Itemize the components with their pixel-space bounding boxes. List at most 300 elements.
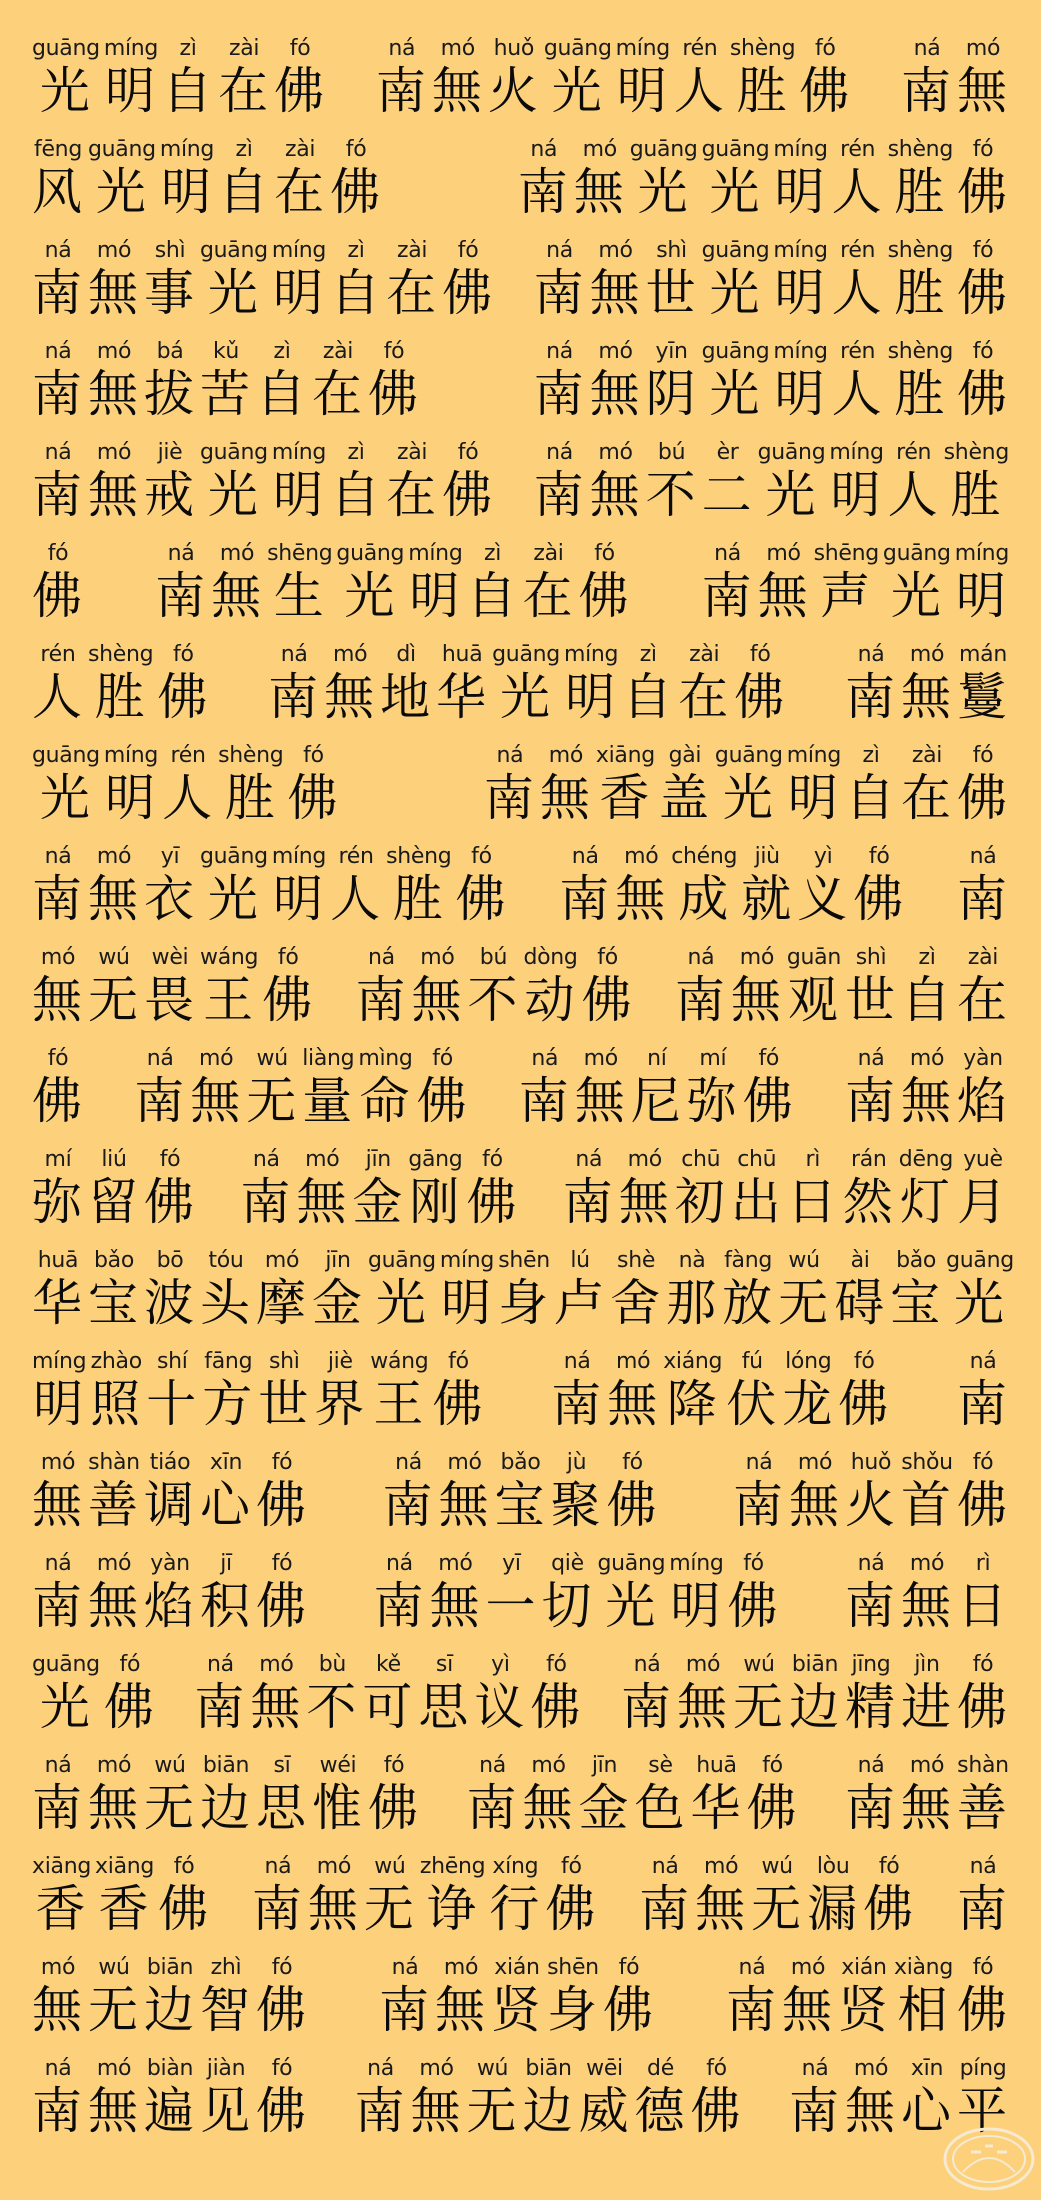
character-with-pinyin [104,1651,156,1735]
character-with-pinyin [741,843,793,927]
character-with-pinyin [888,136,953,220]
phrase-chunk [30,35,328,119]
hanzi-character: 佛 [103,1678,156,1736]
character-with-pinyin [467,2055,519,2139]
phrase-chunk [30,136,384,220]
pinyin-text: mó [766,541,801,566]
hanzi-character: 成 [678,870,731,928]
pinyin-text: wú [374,1854,406,1879]
hanzi-character: 南 [32,1577,84,1635]
character-with-pinyin [669,1550,723,1634]
hanzi-character: 二 [701,466,754,524]
character-with-pinyin [312,338,364,422]
hanzi-character: 边 [200,1779,252,1837]
hanzi-character: 王 [373,1375,426,1433]
hanzi-character: 無 [88,365,140,423]
character-with-pinyin [330,237,382,321]
phrase-chunk [374,35,853,119]
hanzi-character: 光 [375,1274,428,1332]
character-with-pinyin [32,641,84,725]
character-with-pinyin [157,641,209,725]
hanzi-character: 地 [380,668,433,726]
pinyin-text: dēng [898,1147,953,1172]
pinyin-text: míng [271,844,327,869]
character-with-pinyin [146,1348,198,1432]
hanzi-character: 無 [438,1476,491,1534]
character-with-pinyin [590,439,642,523]
pinyin-text: yì [491,1652,510,1677]
phrase-chunk [532,338,1011,422]
pinyin-text: shì [855,945,887,970]
hanzi-character: 可 [362,1678,415,1736]
pinyin-text: fó [594,541,615,566]
pinyin-text: fó [383,339,405,364]
character-with-pinyin [383,1449,435,1533]
hanzi-character: 拔 [144,365,196,423]
hanzi-character: 见 [200,2082,252,2140]
pinyin-text: fó [597,945,618,970]
phrase-chunk [266,641,788,725]
phrase-chunk [30,1348,486,1432]
character-with-pinyin [484,742,536,826]
phrase-chunk [30,540,86,624]
character-with-pinyin [957,1853,1009,1937]
character-with-pinyin [194,1651,246,1735]
hanzi-character: 火 [487,62,540,120]
character-with-pinyin [256,1449,308,1533]
hanzi-character: 风 [32,163,84,221]
pinyin-text: chéng [671,844,738,869]
hanzi-character: 胜 [894,163,947,221]
hanzi-character: 南 [32,1779,84,1837]
character-with-pinyin [88,1247,140,1331]
phrase-chunk [30,2055,310,2139]
pinyin-text: biān [146,1955,194,1980]
hanzi-character: 惟 [312,1779,364,1837]
pinyin-text: fó [383,1753,405,1778]
character-with-pinyin [894,1954,953,2038]
character-with-pinyin [534,439,586,523]
pinyin-text: ná [913,36,941,61]
hanzi-character: 南 [373,1577,426,1635]
pinyin-text: fó [271,1551,293,1576]
character-with-pinyin [957,944,1009,1028]
pinyin-text: ná [546,339,573,364]
character-with-pinyin [845,944,897,1028]
hanzi-character: 人 [831,365,884,423]
pinyin-text: gāng [408,1147,463,1172]
hanzi-character: 光 [39,1678,92,1736]
pinyin-text: kǔ [212,339,240,364]
character-with-pinyin [200,2055,252,2139]
pinyin-text: ná [496,743,524,768]
character-with-pinyin [88,1752,140,1836]
pinyin-text: bǎo [896,1248,937,1273]
hanzi-character: 無 [677,1678,729,1736]
character-with-pinyin [256,1550,308,1634]
phrase-chunk [30,1853,212,1937]
character-with-pinyin [104,35,158,119]
hanzi-character: 南 [845,668,897,726]
character-with-pinyin [551,1449,603,1533]
hanzi-character: 弥 [686,1072,739,1130]
pinyin-text: ná [368,945,395,970]
hanzi-character: 南 [533,466,586,524]
pinyin-text: wú [476,2056,509,2081]
phrase-chunk [30,1651,158,1735]
hanzi-character: 南 [354,2082,407,2140]
hanzi-character: 焰 [144,1577,196,1635]
character-with-pinyin [545,1853,597,1937]
character-with-pinyin [373,1550,425,1634]
pinyin-text: wú [154,1753,186,1778]
character-with-pinyin [747,1752,799,1836]
character-with-pinyin [200,843,268,927]
pinyin-text: huā [37,1248,79,1273]
character-with-pinyin [731,1146,783,1230]
hanzi-character: 胜 [894,264,947,322]
pinyin-text: rén [338,844,374,869]
hanzi-character: 無 [411,971,464,1029]
pinyin-text: mó [548,743,584,768]
hanzi-character: 無 [589,365,642,423]
hanzi-character: 善 [957,1779,1009,1837]
character-with-pinyin [32,1247,84,1331]
hanzi-character: 南 [551,1375,604,1433]
character-with-pinyin [32,944,84,1028]
pinyin-text: shèng [887,137,953,162]
pinyin-text: mó [909,1753,945,1778]
character-with-pinyin [442,439,494,523]
character-with-pinyin [671,843,737,927]
pinyin-text: fó [972,339,994,364]
character-with-pinyin [442,237,494,321]
hanzi-character: 佛 [957,264,1009,322]
pinyin-text: fó [271,2056,293,2081]
hanzi-character: 无 [466,2082,519,2140]
character-with-pinyin [789,1651,841,1735]
hanzi-character: 衣 [144,870,196,928]
pinyin-text: fàng [724,1248,773,1273]
character-with-pinyin [616,35,670,119]
character-with-pinyin [158,1853,210,1937]
hanzi-character: 佛 [368,365,420,423]
phrase-chunk [843,641,1011,725]
text-line [0,1937,1041,2038]
pinyin-text: zài [284,137,316,162]
character-with-pinyin [579,540,631,624]
character-with-pinyin [731,944,783,1028]
pinyin-text: fó [618,1955,640,1980]
hanzi-character: 無 [88,1779,140,1837]
pinyin-text: chū [681,1147,721,1172]
pinyin-text: yàn [150,1551,190,1576]
character-with-pinyin [200,1247,252,1331]
character-with-pinyin [95,1853,154,1937]
hanzi-character: 南 [639,1880,692,1938]
hanzi-character: 光 [890,567,943,625]
hanzi-character: 佛 [863,1880,916,1938]
pinyin-text: yì [813,844,833,869]
hanzi-character: 明 [440,1274,493,1332]
pinyin-text: wú [256,1046,288,1071]
hanzi-character: 人 [831,264,884,322]
hanzi-character: 佛 [158,1880,211,1938]
hanzi-character: 切 [541,1577,594,1635]
character-with-pinyin [523,540,575,624]
character-with-pinyin [722,1247,774,1331]
character-with-pinyin [88,944,140,1028]
hanzi-character: 自 [330,466,383,524]
character-with-pinyin [540,742,592,826]
hanzi-character: 在 [312,365,364,423]
character-with-pinyin [845,2055,897,2139]
hanzi-character: 佛 [32,567,84,625]
pinyin-text: fó [972,1450,994,1475]
phrase-chunk [700,540,1011,624]
character-with-pinyin [901,1449,953,1533]
pinyin-text: jīn [591,1753,618,1778]
pinyin-text: zài [322,339,354,364]
text-line [0,1129,1041,1230]
character-with-pinyin [324,641,376,725]
character-with-pinyin [957,237,1009,321]
hanzi-character: 佛 [256,1577,308,1635]
hanzi-character: 佛 [957,1981,1009,2039]
character-with-pinyin [330,136,382,220]
pinyin-text: shèng [386,844,452,869]
hanzi-character: 照 [90,1375,143,1433]
pinyin-text: míng [669,1551,724,1576]
pinyin-text: xián [841,1955,887,1980]
character-with-pinyin [386,439,438,523]
hanzi-character: 遍 [144,2082,196,2140]
pinyin-text: zì [273,339,291,364]
phrase-chunk [557,843,907,927]
character-with-pinyin [702,540,754,624]
character-with-pinyin [758,540,810,624]
pinyin-text: wú [788,1248,820,1273]
pinyin-text: zài [911,743,943,768]
pinyin-text: fó [972,1652,994,1677]
phrase-chunk [731,1449,1011,1533]
pinyin-text: yīn [655,339,688,364]
text-line [0,119,1041,220]
pinyin-text: guāng [32,36,100,61]
hanzi-character: 无 [751,1880,804,1938]
pinyin-text: zài [967,945,999,970]
hanzi-character: 無 [574,1072,627,1130]
character-with-pinyin [845,1449,897,1533]
character-with-pinyin [200,1449,252,1533]
pinyin-text: guāng [88,137,156,162]
phrase-chunk [371,1550,781,1634]
pinyin-text: biān [525,2056,572,2081]
hanzi-character: 放 [722,1274,775,1332]
pinyin-text: xiàng [893,1955,953,1980]
hanzi-character: 人 [162,769,215,827]
hanzi-character: 义 [797,870,850,928]
hanzi-character: 宝 [890,1274,943,1332]
hanzi-character: 初 [674,1173,727,1231]
pinyin-text: mó [965,36,1001,61]
pinyin-text: ná [264,1854,292,1879]
character-with-pinyin [32,1853,91,1937]
pinyin-text: fó [448,1349,469,1374]
pinyin-text: mó [40,945,76,970]
pinyin-text: rén [40,642,76,667]
hanzi-character: 南 [466,1779,519,1837]
character-with-pinyin [90,1348,142,1432]
pinyin-text: zì [918,945,936,970]
character-with-pinyin [240,1146,292,1230]
character-with-pinyin [417,1045,469,1129]
character-with-pinyin [814,540,879,624]
pinyin-text: shèng [943,440,1009,465]
character-with-pinyin [675,1146,727,1230]
pinyin-text: huǒ [850,1450,892,1475]
pinyin-text: fó [749,642,771,667]
pinyin-text: ài [850,1248,870,1273]
character-with-pinyin [901,742,953,826]
pinyin-text: zài [689,642,720,667]
pinyin-text: xíng [492,1854,539,1879]
character-with-pinyin [677,1651,729,1735]
hanzi-character: 光 [709,365,762,423]
pinyin-text: mó [583,1046,618,1071]
character-with-pinyin [807,1853,859,1937]
character-with-pinyin [495,1449,547,1533]
pinyin-text: mó [909,1551,945,1576]
character-with-pinyin [330,843,382,927]
phrase-chunk [899,35,1011,119]
pinyin-text: fó [277,945,299,970]
character-with-pinyin [547,1954,599,2038]
hanzi-character: 明 [616,62,669,120]
pinyin-text: lú [570,1248,590,1273]
pinyin-text: ná [395,1450,422,1475]
character-with-pinyin [582,944,634,1028]
character-with-pinyin [730,35,795,119]
hanzi-character: 佛 [416,1072,469,1130]
pinyin-text: mó [305,1147,340,1172]
pinyin-text: sè [648,1753,673,1778]
character-with-pinyin [659,742,711,826]
pinyin-text: fó [482,1147,503,1172]
hanzi-character: 无 [246,1072,299,1130]
pinyin-text: mó [704,1854,739,1879]
pinyin-text: míng [408,541,463,566]
pinyin-text: ná [44,2056,72,2081]
character-with-pinyin [607,1449,659,1533]
hanzi-character: 無 [607,1375,660,1433]
pinyin-text: fó [289,36,311,61]
hanzi-character: 佛 [274,62,327,120]
hanzi-character: 佛 [746,1779,799,1837]
pinyin-text: yī [160,844,180,869]
character-with-pinyin [144,1752,196,1836]
character-with-pinyin [843,1146,895,1230]
character-with-pinyin [957,1045,1009,1129]
hanzi-character: 头 [200,1274,252,1332]
hanzi-character: 南 [621,1678,673,1736]
character-with-pinyin [272,843,326,927]
hanzi-character: 佛 [742,1072,795,1130]
pinyin-text: míng [103,743,159,768]
hanzi-character: 胜 [950,466,1003,524]
pinyin-text: fó [471,844,492,869]
character-with-pinyin [252,1853,304,1937]
pinyin-text: wú [98,1955,130,1980]
pinyin-text: ná [206,1652,234,1677]
hanzi-character: 金 [312,1274,364,1332]
hanzi-character: 南 [956,870,1009,928]
pinyin-text: jīng [851,1652,891,1677]
text-line [0,1634,1041,1735]
pinyin-text: guāng [32,1652,100,1677]
hanzi-character: 明 [33,1375,86,1433]
pinyin-text: fó [432,1046,453,1071]
character-with-pinyin [901,1045,953,1129]
pinyin-text: ná [801,2056,829,2081]
pinyin-text: gài [668,743,702,768]
text-line [0,2038,1041,2139]
pinyin-text: yàn [963,1046,1003,1071]
hanzi-character: 無 [615,870,668,928]
character-with-pinyin [541,1550,593,1634]
hanzi-character: 無 [589,466,642,524]
pinyin-text: mó [419,2056,454,2081]
hanzi-character: 南 [240,1173,293,1231]
pinyin-text: fó [762,1753,783,1778]
character-with-pinyin [467,1752,519,1836]
hanzi-character: 無 [296,1173,349,1231]
hanzi-character: 界 [314,1375,367,1433]
character-with-pinyin [957,136,1009,220]
character-with-pinyin [579,2055,631,2139]
character-with-pinyin [262,944,314,1028]
pinyin-text: zài [533,541,564,566]
hanzi-character: 事 [144,264,196,322]
hanzi-character: 火 [845,1476,897,1534]
hanzi-character: 無 [324,668,377,726]
pinyin-text: mó [797,1450,833,1475]
pinyin-text: shēng [267,541,333,566]
pinyin-text: mó [96,1753,132,1778]
character-with-pinyin [901,1752,953,1836]
pinyin-text: míng [103,36,159,61]
pinyin-text: ná [44,1753,72,1778]
character-with-pinyin [715,742,783,826]
pinyin-text: mó [531,1753,566,1778]
hanzi-character: 佛 [144,1173,196,1231]
hanzi-character: 不 [645,466,698,524]
pinyin-text: nà [678,1248,706,1273]
character-with-pinyin [144,1954,196,2038]
pinyin-text: mó [598,339,633,364]
hanzi-character: 思 [256,1779,308,1837]
pinyin-text: píng [959,2056,1007,2081]
pinyin-text: mán [959,642,1007,667]
hanzi-character: 华 [436,668,489,726]
pinyin-text: fó [303,743,324,768]
hanzi-character: 無 [730,971,783,1029]
character-with-pinyin [797,843,849,927]
character-with-pinyin [564,641,618,725]
pinyin-text: ná [367,2056,394,2081]
hanzi-character: 威 [578,2082,631,2140]
pinyin-text: mí [44,1147,72,1172]
